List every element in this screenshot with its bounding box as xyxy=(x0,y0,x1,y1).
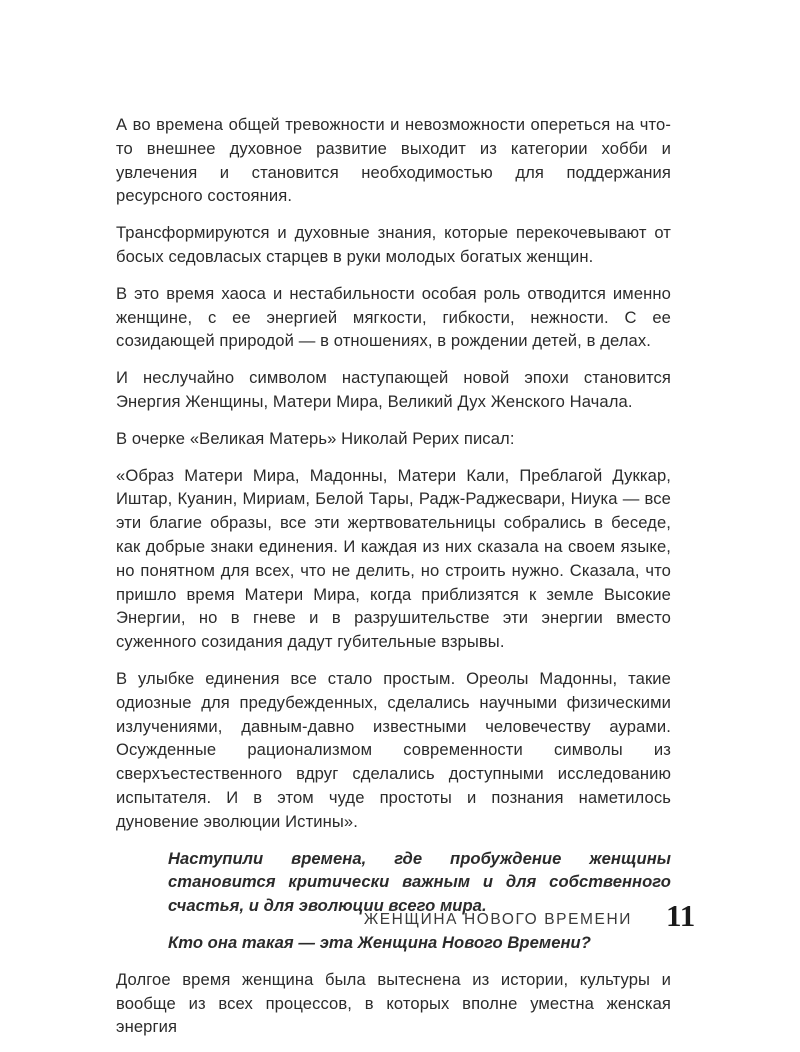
paragraph: В это время хаоса и нестабильности особая роль отводится именно женщине, с ее энергией мягкости, гибкости, нежности. С ее созидающей природой — в отношениях, в рождении детей, в делах. xyxy=(116,283,671,351)
page-number: 11 xyxy=(666,898,696,933)
running-title: ЖЕНЩИНА НОВОГО ВРЕМЕНИ xyxy=(363,911,632,928)
paragraph: Долгое время женщина была вытеснена из истории, культуры и вообще из всех процессов, в которых вполне уместна женская энергия xyxy=(116,969,671,1037)
emphasis-paragraph: Наступили времена, где пробуждение женщины становится критически важным и для собственного счастья, и для эволюции всего мира. xyxy=(168,848,671,916)
paragraph: А во времена общей тревожности и невозможности опереться на что-то внешнее духовное развитие выходит из категории хобби и увлечения и становится необходимостью для поддержания ресурсного состояния. xyxy=(116,115,671,206)
paragraph: И неслучайно символом наступающей новой эпохи становится Энергия Женщины, Матери Мира, Великий Дух Женского Начала. xyxy=(116,368,671,411)
paragraph: В очерке «Великая Матерь» Николай Рерих писал: xyxy=(116,428,515,448)
emphasis-question: Кто она такая — эта Женщина Нового Времени? xyxy=(168,932,591,952)
page-footer xyxy=(0,898,800,938)
paragraph: Трансформируются и духовные знания, которые перекочевывают от босых седовласых старцев в руки молодых богатых женщин. xyxy=(116,223,671,266)
roerich-quote xyxy=(116,464,671,834)
quote-paragraph: В улыбке единения все стало простым. Ореолы Мадонны, такие одиозные для предубежденных, сделались научными физическими излучениями, давным-давно известными человечеству аурами. Осужденные рационализмом современности символы из сверхъестественного вдруг сделались доступными исследованию испытателя. И в этом чуде простоты и познания наметилось дуновение эволюции Истины». xyxy=(116,668,671,831)
quote-paragraph: «Образ Матери Мира, Мадонны, Матери Кали, Преблагой Дуккар, Иштар, Куанин, Мириам, Белой Тары, Радж-Раджесвари, Ниука — все эти благие образы, все эти жертвовательницы собрались в беседе, как добрые знаки единения. И каждая из них сказала на своем языке, но понятном для всех, что не делить, но строить нужно. Сказала, что пришло время Матери Мира, когда приблизятся к земле Высокие Энергии, но в гневе и в разрушительстве эти энергии вместо суженного созидания дадут губительные взрывы. xyxy=(116,465,671,652)
